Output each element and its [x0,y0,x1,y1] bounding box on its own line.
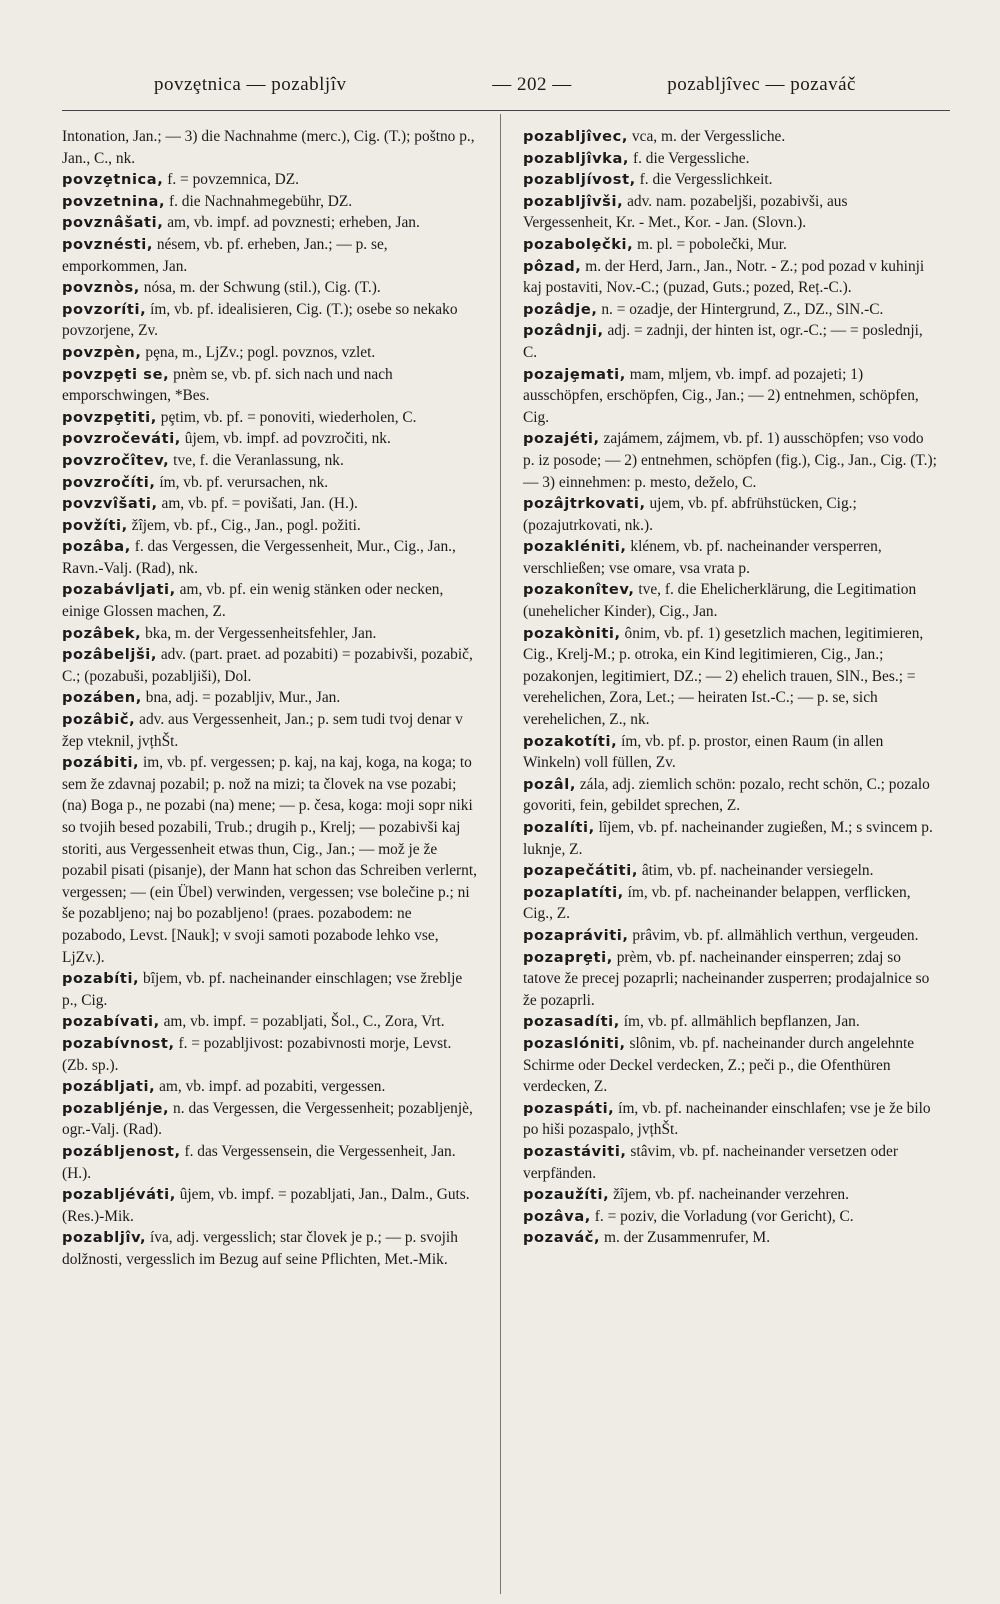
entry-headword: pozakonîtev, [523,581,635,599]
dictionary-entry [523,299,938,321]
entry-headword: pozabljîv, [62,1229,147,1247]
entry-definition: am, vb. impf. = pozabljati, Šol., C., Zora, Vrt. [159,1013,445,1031]
entry-definition: bka, m. der Vergessenheitsfehler, Jan. [141,624,377,642]
dictionary-entry [523,148,938,170]
entry-definition: f. die Vergessliche. [629,149,750,167]
dictionary-entry [523,947,938,1012]
entry-definition: nésem, vb. pf. erheben, Jan.; — p. se, emporkommen, Jan. [62,235,388,275]
dictionary-entry [523,882,938,925]
entry-definition: bna, adj. = pozabljiv, Mur., Jan. [141,689,341,707]
dictionary-entry [523,1033,938,1098]
dictionary-entry [62,364,477,407]
page-header [62,74,948,108]
dictionary-entry [523,1098,938,1141]
entry-definition: žîjem, vb. pf., Cig., Jan., pogl. požiti. [127,516,361,534]
header-rule [62,110,950,111]
entry-headword: pozaslóniti, [523,1034,626,1052]
entry-headword: pozajȩmati, [523,365,626,383]
entry-definition: ônim, vb. pf. 1) gesetzlich machen, legitimieren, Cig., Krelj-M.; p. otroka, ein Kind legitimieren, Cig., Jan.; pozakonjen, legitimiert, DZ.; — 2) ehelich trauen, SlN., Bes.; = verehelichen, Zora, Let.; — heiraten Ist.-C.; — p. se, sich verehelichen, Z., nk. [523,624,924,729]
entry-headword: pozâdnji, [523,322,604,340]
dictionary-entry [62,1184,477,1227]
dictionary-entry [62,623,477,645]
entry-definition: bîjem, vb. pf. nacheinander einschlagen; vse žreblje p., Cig. [62,970,463,1009]
entry-definition: prâvim, vb. pf. allmählich verthun, vergeuden. [628,926,919,944]
entry-definition: adv. (part. praet. ad pozabiti) = pozabivši, pozabič, C.; (pozabuši, pozabljiši), Dol. [62,646,473,685]
entry-definition: ím, vb. pf. nacheinander einschlafen; vse je že bilo po hiši pozaspalo, jvțhŠt. [523,1099,931,1139]
dictionary-entry [62,687,477,709]
entry-definition: pnèm se, vb. pf. sich nach und nach emporschwingen, *Bes. [62,365,393,405]
entry-headword: pozakotíti, [523,732,618,750]
entry-headword: pozábljati, [62,1078,156,1096]
dictionary-entry [523,925,938,947]
entry-definition: am, vb. pf. = povišati, Jan. (H.). [157,495,358,513]
entry-headword: pozabljîvec, [523,128,629,145]
entry-definition: prèm, vb. pf. nacheinander einsperren; zdaj so tatove že precej pozaprli; nacheinander zusperren; prodajalnice so že pozaprli. [523,948,930,1009]
entry-headword: povzpȩti se, [62,365,170,383]
dictionary-entry [523,169,938,191]
entry-headword: pozâdje, [523,300,598,318]
dictionary-entry [62,536,477,579]
entry-headword: pozabljîvka, [523,149,630,167]
entry-headword: pôzad, [523,257,582,275]
entry-definition: žîjem, vb. pf. nacheinander verzehren. [609,1186,849,1204]
entry-headword: povžíti, [62,516,128,534]
entry-headword: pozabljénje, [62,1099,170,1117]
entry-headword: pozâbič, [62,711,136,729]
entry-headword: povzoríti, [62,300,147,318]
entry-definition: f. das Vergessen, die Vergessenheit, Mur., Cig., Jan., Ravn.-Valj. (Rad), nk. [62,538,456,577]
entry-definition: klénem, vb. pf. nacheinander versperren, verschließen; vse omare, vsa vrata p. [523,538,882,577]
entry-headword: pozabívnost, [62,1034,175,1052]
header-left-guideword: povzȩtnica — pozabljîv [154,74,347,95]
entry-definition: ím, vb. pf. p. prostor, einen Raum (in allen Winkeln) voll füllen, Zv. [523,732,884,772]
entry-definition: stâvim, vb. pf. nacheinander versetzen oder verpfänden. [523,1142,898,1182]
dictionary-entry [62,126,477,169]
entry-headword: pozaváč, [523,1229,601,1247]
page-number: — 202 — [492,74,572,95]
dictionary-entry [62,212,477,234]
entry-headword: pozáben, [62,689,142,707]
entry-definition: f. = poziv, die Vorladung (vor Gericht), C. [590,1207,854,1225]
dictionary-entry [523,536,938,579]
dictionary-entry [62,1033,477,1076]
entry-headword: povznésti, [62,235,153,253]
entry-definition: m. pl. = pobolečki, Mur. [633,235,787,253]
entry-headword: pozabljîvši, [523,192,624,210]
dictionary-entry [523,1011,938,1033]
entry-headword: pozâjtrkovati, [523,495,646,513]
entry-definition: ujem, vb. pf. abfrühstücken, Cig.; (pozajutrkovati, nk.). [523,495,857,534]
entry-headword: pozâba, [62,538,131,556]
entry-definition: ím, vb. pf. allmählich bepflanzen, Jan. [619,1013,860,1031]
dictionary-entry [62,968,477,1011]
entry-headword: povzročîtev, [62,451,170,469]
entry-headword: pozakòniti, [523,624,621,642]
entry-definition: pȩtim, vb. pf. = ponoviti, wiederholen, C. [156,408,417,426]
dictionary-entry [62,450,477,472]
entry-headword: pozâl, [523,775,576,793]
dictionary-entry [523,126,938,148]
entry-definition: pȩna, m., LjZv.; pogl. povznos, vzlet. [141,343,376,361]
entry-headword: pozabávljati, [62,581,176,599]
dictionary-entry [523,234,938,256]
dictionary-entry [523,256,938,299]
dictionary-entry [62,472,477,494]
entry-headword: pozaužíti, [523,1186,610,1204]
entry-definition: f. = pozabljivost: pozabivnosti morje, Levst. (Zb. sp.). [62,1034,452,1074]
entry-headword: pozaplatíti, [523,883,624,901]
dictionary-entry [62,1141,477,1184]
dictionary-entry [62,1227,477,1270]
dictionary-entry [523,1141,938,1184]
entry-definition: tve, f. die Veranlassung, nk. [169,451,344,469]
dictionary-entry [523,817,938,860]
entry-headword: pozabljívost, [523,171,636,189]
entry-definition: adv. aus Vergessenheit, Jan.; p. sem tudi tvoj denar v žep vteknil, jvțhŠt. [62,711,463,750]
dictionary-entry [523,428,938,493]
entry-headword: povzvîšati, [62,495,158,513]
entry-headword: povznâšati, [62,214,164,232]
entry-headword: pozabljéváti, [62,1186,176,1204]
entry-definition: am, vb. impf. ad povznesti; erheben, Jan. [163,214,420,232]
entry-headword: pozakléniti, [523,538,627,556]
entry-headword: pozajéti, [523,430,600,448]
entry-headword: povznòs, [62,279,140,297]
dictionary-entry [523,1184,938,1206]
entry-headword: povzȩtnica, [62,171,164,189]
entry-definition: adj. = zadnji, der hinten ist, ogr.-C.; — = poslednji, C. [523,322,923,361]
entry-definition: âtim, vb. pf. nacheinander versiegeln. [637,862,874,880]
dictionary-entry [523,860,938,882]
dictionary-entry [523,731,938,774]
entry-definition: nósa, m. der Schwung (stil.), Cig. (T.). [139,279,381,297]
entry-definition: zajámem, zájmem, vb. pf. 1) ausschöpfen; vso vodo p. iz posode; — 2) entnehmen, schöpfen (fig.), Cig., Jan., Cig. (T.); — 3) einnehmen: p. mesto, deželo, C. [523,430,937,491]
dictionary-entry [62,1098,477,1141]
dictionary-entry [523,1227,938,1249]
entry-headword: povzpèn, [62,343,142,361]
entry-headword: pozâva, [523,1207,591,1225]
dictionary-entry [523,364,938,429]
entry-definition: mam, mljem, vb. impf. ad pozajeti; 1) ausschöpfen, erschöpfen, Cig., Jan.; — 2) entnehmen, schöpfen, Cig. [523,365,919,426]
dictionary-entry [523,579,938,622]
entry-headword: pozâbeljši, [62,646,157,664]
entry-headword: povzetnina, [62,192,166,210]
dictionary-entry [523,191,938,234]
dictionary-entry [62,191,477,213]
entry-definition: ûjem, vb. impf. ad povzročiti, nk. [180,430,391,448]
dictionary-entry [62,342,477,364]
entry-definition: ím, vb. pf. idealisieren, Cig. (T.); osebe so nekako povzorjene, Zv. [62,300,458,340]
dictionary-entry [523,1206,938,1228]
dictionary-entry [62,752,477,968]
right-column [523,126,938,1249]
entry-headword: pozalíti, [523,819,595,836]
dictionary-entry [62,579,477,622]
entry-definition: ûjem, vb. impf. = pozabljati, Jan., Dalm., Guts. (Res.)-Mik. [62,1186,470,1225]
dictionary-entry [62,234,477,277]
dictionary-entry [523,493,938,536]
entry-headword: povzročeváti, [62,430,181,448]
entry-definition: íva, adj. vergesslich; star človek je p.; — p. svojih dolžnosti, vergesslich im Bezug auf seine Pflichten, Met.-Mik. [62,1229,458,1268]
dictionary-entry [523,774,938,817]
entry-definition: f. die Vergesslichkeit. [635,171,773,189]
entry-definition: adv. nam. pozabeljši, pozabivši, aus Vergessenheit, Kr. - Met., Kor. - Jan. (Slovn.). [523,192,848,232]
header-right-guideword: pozabljîvec — pozaváč [667,74,856,95]
entry-definition: tve, f. die Ehelicherklärung, die Legitimation (unehelicher Kinder), Cig., Jan. [523,581,917,621]
entry-headword: pozaspáti, [523,1099,615,1117]
entry-definition: ím, vb. pf. verursachen, nk. [155,473,329,491]
entry-definition: Intonation, Jan.; — 3) die Nachnahme (merc.), Cig. (T.); poštno p., Jan., C., nk. [62,128,475,167]
entry-definition: ím, vb. pf. nacheinander belappen, verflicken, Cig., Z. [523,883,911,923]
dictionary-entry [62,1011,477,1033]
entry-definition: f. = povzemnica, DZ. [163,171,299,189]
entry-definition: vca, m. der Vergessliche. [628,128,786,145]
dictionary-entry [62,709,477,752]
dictionary-entry [62,277,477,299]
entry-definition: am, vb. impf. ad pozabiti, vergessen. [155,1078,386,1096]
entry-headword: pozabolȩčki, [523,235,634,253]
entry-headword: povzpȩtiti, [62,408,157,426]
dictionary-entry [62,407,477,429]
entry-headword: pozaprȩti, [523,948,613,966]
dictionary-entry [62,515,477,537]
entry-definition: slônim, vb. pf. nacheinander durch angelehnte Schirme oder Deckel verdecken, Z.; peči p., die Ofenthüren verdecken, Z. [523,1034,915,1096]
column-divider [500,114,501,1594]
entry-headword: pozâbek, [62,624,142,642]
entry-headword: pozabíti, [62,970,140,988]
entry-headword: pozapráviti, [523,926,629,944]
entry-headword: pozasadíti, [523,1013,620,1031]
dictionary-entry [62,299,477,342]
dictionary-entry [62,493,477,515]
entry-definition: zála, adj. ziemlich schön: pozalo, recht schön, C.; pozalo govoriti, fein, gebildet sprechen, Z. [523,775,930,815]
entry-headword: pozábiti, [62,754,140,772]
entry-definition: am, vb. pf. ein wenig stänken oder necken, einige Glossen machen, Z. [62,581,444,621]
entry-headword: pozastáviti, [523,1142,627,1160]
dictionary-entry [523,623,938,731]
dictionary-entry [62,428,477,450]
entry-definition: n. das Vergessen, die Vergessenheit; pozabljenjè, ogr.-Valj. (Rad). [62,1099,473,1139]
dictionary-entry [62,169,477,191]
entry-definition: f. das Vergessensein, die Vergessenheit, Jan. (H.). [62,1142,456,1182]
entry-definition: m. der Zusammenrufer, M. [600,1229,771,1247]
entry-definition: m. der Herd, Jarn., Jan., Notr. - Z.; pod pozad v kuhinji kaj postaviti, Nov.-C.; (puzad, Guts.; pozed, Reț.-C.). [523,257,925,297]
entry-definition: f. die Nachnahmegebühr, DZ. [165,192,353,210]
left-column [62,126,477,1270]
entry-definition: lîjem, vb. pf. nacheinander zugießen, M.; s svincem p. luknje, Z. [523,819,933,858]
entry-headword: pozábljenost, [62,1142,181,1160]
dictionary-entry [523,320,938,363]
entry-definition: n. = ozadje, der Hintergrund, Z., DZ., SlN.-C. [597,300,884,318]
dictionary-entry [62,1076,477,1098]
dictionary-entry [62,644,477,687]
entry-headword: pozapečátiti, [523,862,638,880]
entry-headword: povzročíti, [62,473,156,491]
entry-headword: pozabívati, [62,1013,160,1031]
entry-definition: im, vb. pf. vergessen; p. kaj, na kaj, koga, na koga; to sem že zdavnaj pozabil; p. nož na mizi; ta človek na vse pozabi; (na) Boga p., ne pozabi (na) mene; — p. česa, koga: moji sopr niki so tvojih besed pozabili, Trub.; drugih p., Krelj; — pozabivši kaj storiti, aus Vergessenheit etwas thun, Cig., Jan.; — mož je že pozabil pisati (pisanje), der Mann hat schon das Schreiben verlernt, vergessen; — (ein Übel) verwinden, vergessen; vse bolečine p.; ni še pozabljeno; naj bo pozabljeno! (praes. pozabodem: ne pozabodo, Levst. [Nauk]; v svoji samoti pozabode lehko vse, LjZv.). [62,754,477,966]
